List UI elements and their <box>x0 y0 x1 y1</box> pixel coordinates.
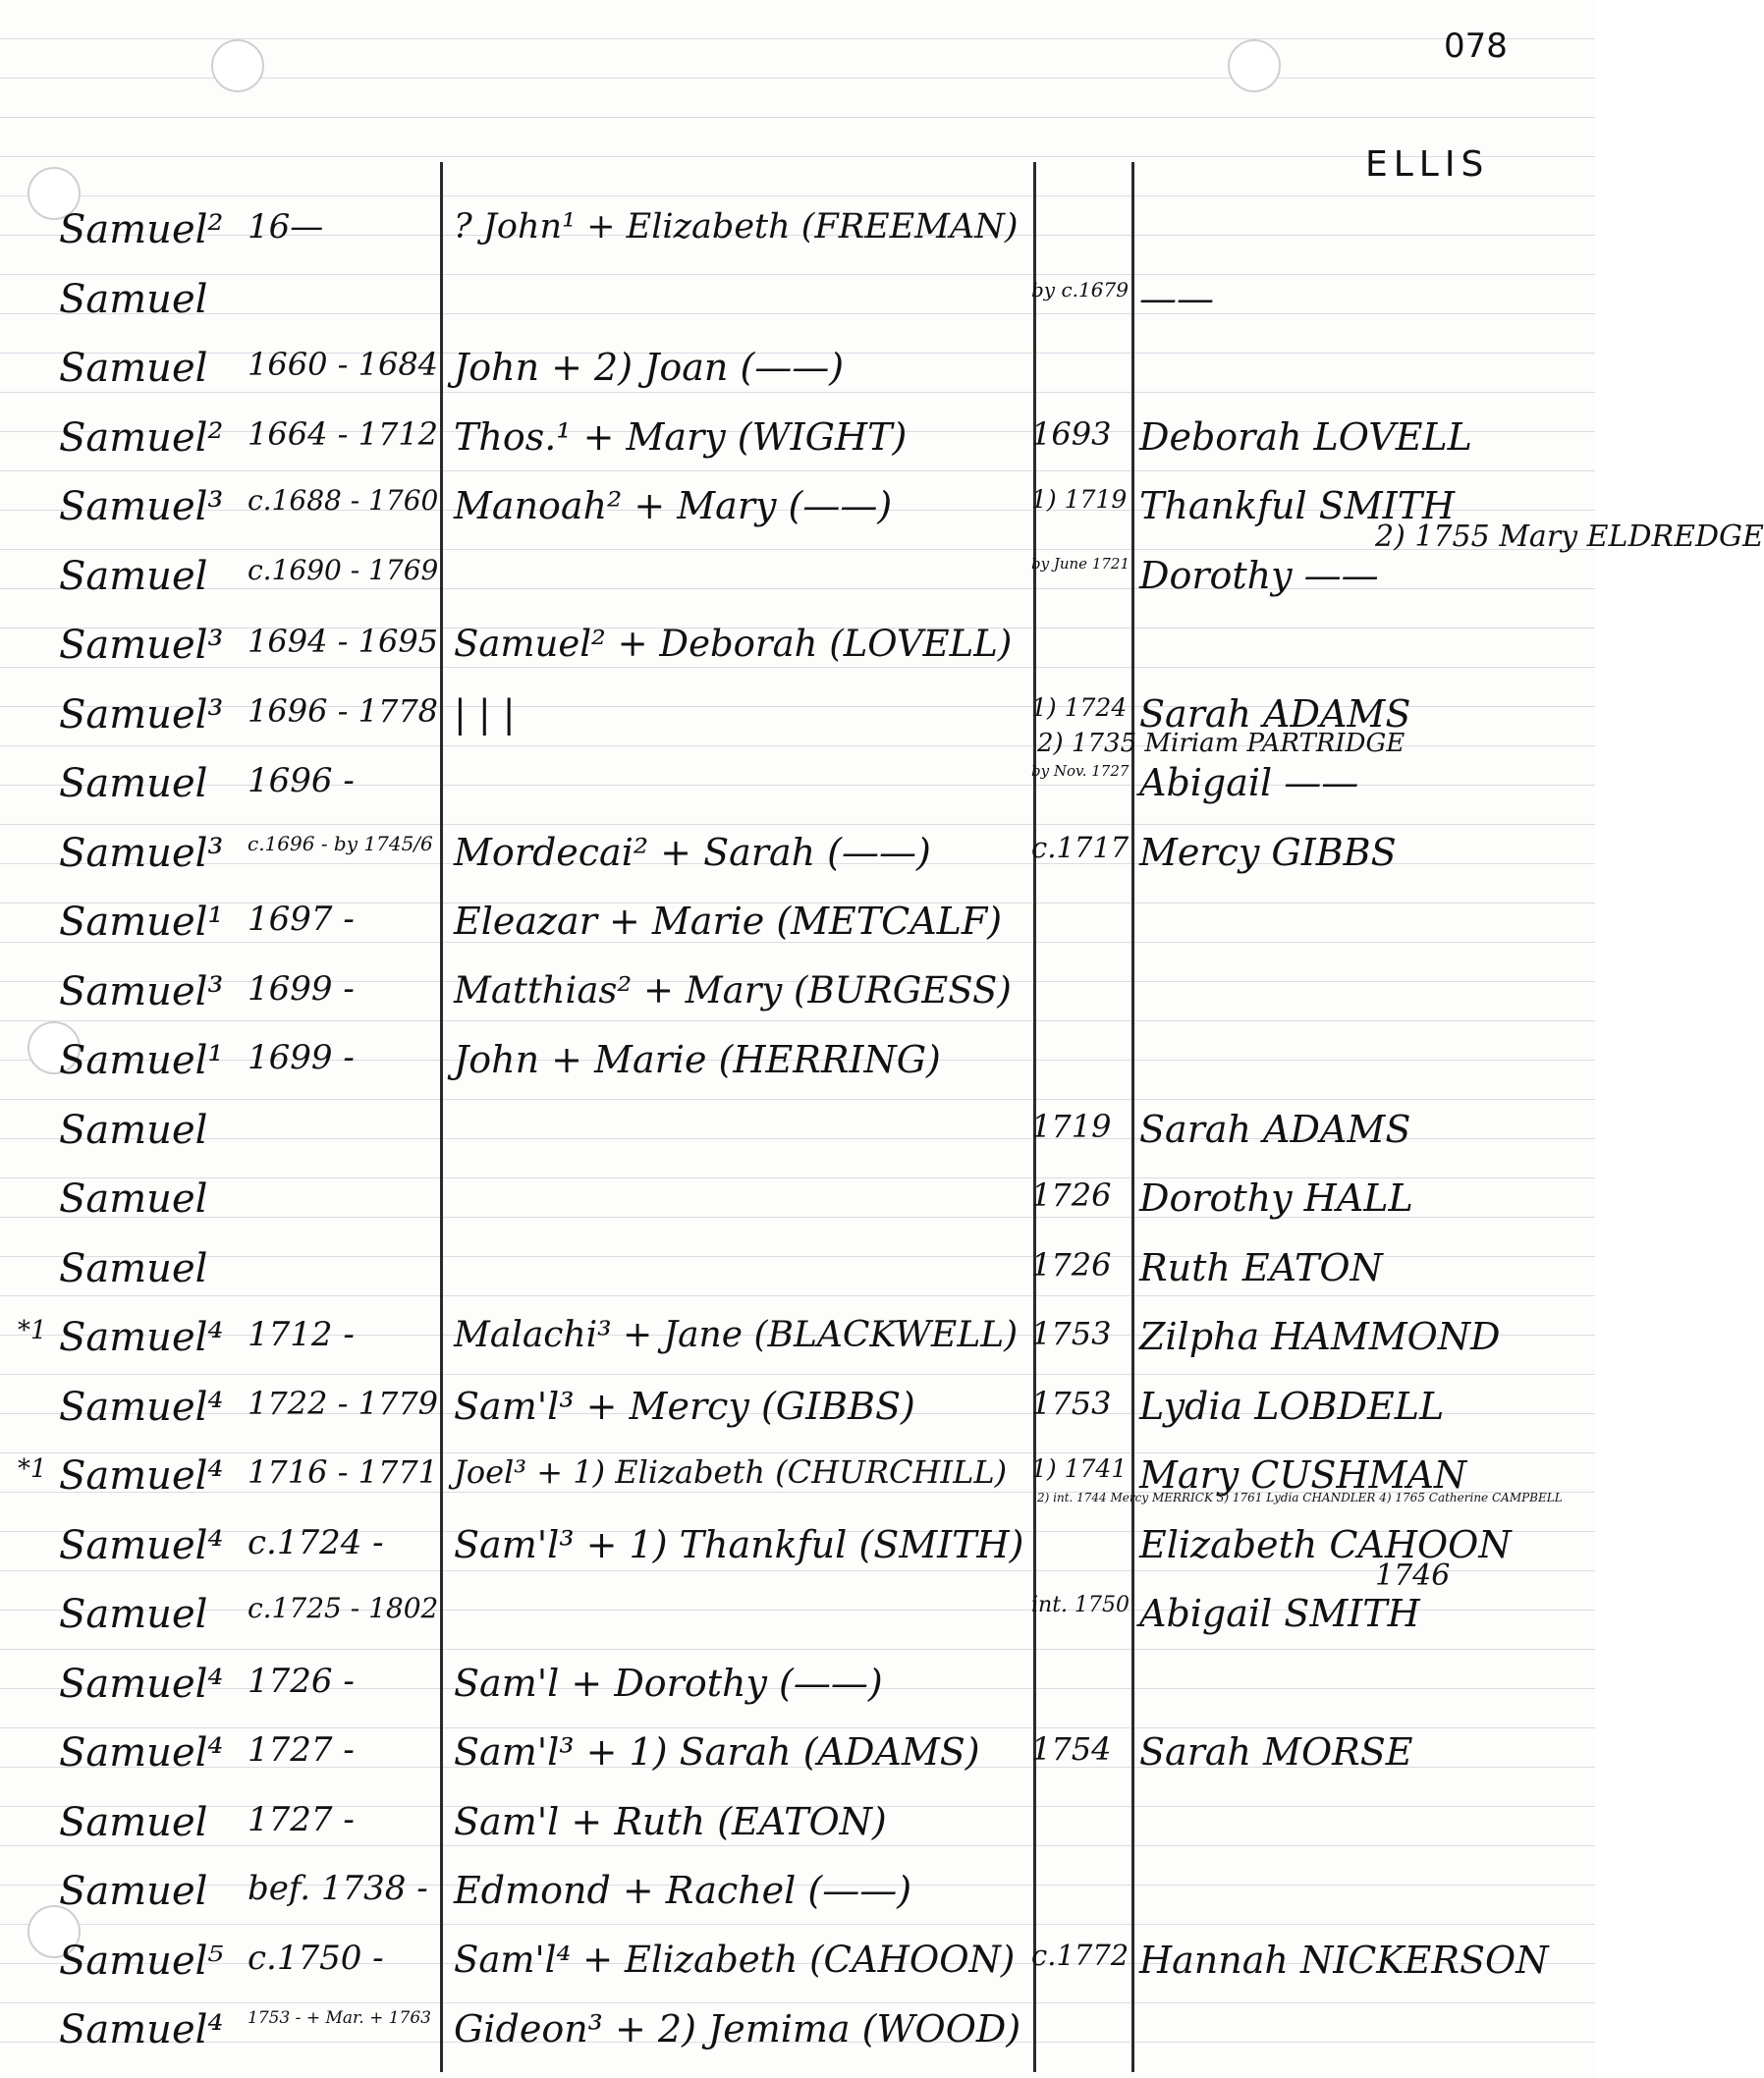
entry-row <box>0 1314 1595 1373</box>
entry-name: Samuel⁴ <box>59 1453 224 1499</box>
entry-parents: Sam'l³ + 1) Thankful (SMITH) <box>454 1522 1024 1566</box>
surname-heading: ELLIS <box>1365 144 1490 185</box>
entry-row <box>0 1799 1595 1858</box>
entry-name: Samuel³ <box>59 968 224 1014</box>
entry-row <box>0 1245 1595 1304</box>
entry-marriage-date: 1726 <box>1031 1176 1112 1214</box>
entry-dates: 1696 - 1778 <box>248 691 439 730</box>
entry-spouse: Hannah NICKERSON <box>1139 1938 1549 1982</box>
entry-dates: 1699 - <box>248 1038 355 1077</box>
entry-spouse: Thankful SMITH <box>1139 484 1456 527</box>
entry-dates: 1696 - <box>248 761 355 800</box>
entry-parents: Thos.¹ + Mary (WIGHT) <box>454 414 908 459</box>
entry-row <box>0 1522 1595 1593</box>
entry-spouse: Elizabeth CAHOON <box>1139 1522 1512 1566</box>
entry-name: Samuel <box>59 1869 208 1914</box>
entry-name: Samuel <box>59 761 208 806</box>
entry-row <box>0 1384 1595 1443</box>
entry-name: Samuel <box>59 276 208 322</box>
entry-marriage-date: by Nov. 1727 <box>1031 762 1130 780</box>
entry-dates: 1694 - 1695 <box>248 623 439 660</box>
entry-parents: Manoah² + Mary (——) <box>454 484 893 527</box>
entry-dates: 1712 - <box>248 1315 355 1354</box>
binder-hole-top-left <box>211 39 264 92</box>
entry-name: Samuel <box>59 1245 208 1291</box>
entry-name: Samuel¹ <box>59 900 224 945</box>
entry-parents: Malachi³ + Jane (BLACKWELL) <box>454 1315 1019 1355</box>
entry-row <box>0 1107 1595 1166</box>
entry-name: Samuel³ <box>59 691 224 738</box>
entry-spouse: Lydia LOBDELL <box>1139 1384 1445 1428</box>
entry-parents: Eleazar + Marie (METCALF) <box>454 900 1003 943</box>
entry-row <box>0 1591 1595 1650</box>
entry-row <box>0 968 1595 1027</box>
entry-row <box>0 553 1595 612</box>
entry-parents: Gideon³ + 2) Jemima (WOOD) <box>454 2007 1021 2051</box>
entry-dates: 1722 - 1779 <box>248 1384 439 1422</box>
entry-dates: c.1696 - by 1745/6 <box>248 831 433 855</box>
entry-extra-note: 2) int. 1744 Mercy MERRICK 3) 1761 Lydia CHANDLER 4) 1765 Catherine CAMPBELL <box>1037 1491 1563 1504</box>
entry-parents: ? John¹ + Elizabeth (FREEMAN) <box>454 207 1019 246</box>
binder-hole-top-right <box>1228 39 1281 92</box>
entry-row <box>0 899 1595 957</box>
entry-dates: 1753 - + Mar. + 1763 <box>248 2008 431 2028</box>
entry-marriage-date: 1753 <box>1031 1384 1112 1422</box>
entry-spouse: Mercy GIBBS <box>1139 830 1397 874</box>
entry-name: Samuel <box>59 1592 208 1637</box>
entry-row <box>0 1037 1595 1096</box>
entry-marriage-date: c.1772 <box>1031 1938 1130 1972</box>
entry-marker: *1 <box>18 1454 47 1484</box>
entry-extra-note: 2) 1755 Mary ELDREDGE <box>1375 520 1764 554</box>
entry-dates: bef. 1738 - <box>248 1869 428 1908</box>
entry-parents: John + 2) Joan (——) <box>454 346 845 389</box>
entry-row <box>0 1452 1595 1511</box>
entry-parents: Mordecai² + Sarah (——) <box>454 830 931 874</box>
entry-row <box>0 691 1595 758</box>
entry-name: Samuel⁴ <box>59 1522 224 1568</box>
entry-name: Samuel <box>59 1799 208 1845</box>
entry-name: Samuel <box>59 553 208 599</box>
entry-name: Samuel³ <box>59 623 224 668</box>
entry-dates: 1716 - 1771 <box>248 1453 439 1491</box>
entry-marriage-date: 1753 <box>1031 1315 1112 1352</box>
entry-parents: Samuel² + Deborah (LOVELL) <box>454 623 1013 665</box>
entry-row <box>0 760 1595 819</box>
entry-name: Samuel⁵ <box>59 1938 224 1984</box>
entry-name: Samuel² <box>59 207 224 252</box>
entry-spouse: Abigail —— <box>1139 761 1359 804</box>
entry-dates: c.1725 - 1802 <box>248 1592 439 1624</box>
entry-parents: Matthias² + Mary (BURGESS) <box>454 968 1012 1012</box>
entry-marriage-date: c.1717 <box>1031 830 1130 864</box>
entry-marriage-date: 1) 1724 <box>1031 692 1128 722</box>
entry-name: Samuel⁴ <box>59 1384 224 1430</box>
entry-name: Samuel⁴ <box>59 1661 224 1707</box>
entry-dates: 1664 - 1712 <box>248 414 439 453</box>
entry-dates: 1660 - 1684 <box>248 346 439 383</box>
entry-spouse: Mary CUSHMAN <box>1139 1453 1467 1497</box>
entry-row <box>0 483 1764 554</box>
entry-dates: c.1690 - 1769 <box>248 553 439 586</box>
entry-row <box>0 1868 1595 1927</box>
entry-spouse: Zilpha HAMMOND <box>1139 1315 1501 1358</box>
entry-row <box>0 622 1595 681</box>
entry-spouse: Dorothy HALL <box>1139 1176 1413 1220</box>
entry-dates: 1697 - <box>248 900 355 939</box>
entry-dates: 1726 - <box>248 1661 355 1701</box>
entry-parents: Sam'l³ + 1) Sarah (ADAMS) <box>454 1730 980 1774</box>
entry-parents: John + Marie (HERRING) <box>454 1038 941 1081</box>
entry-extra-note: 2) 1735 Miriam PARTRIDGE <box>1037 728 1406 758</box>
entry-marriage-date: by c.1679 <box>1031 277 1129 301</box>
entry-marriage-date: 1754 <box>1031 1730 1112 1768</box>
entry-row <box>0 2006 1595 2065</box>
entry-spouse: Abigail SMITH <box>1139 1592 1420 1635</box>
entry-row <box>0 206 1595 265</box>
entry-spouse: Sarah ADAMS <box>1139 1107 1411 1151</box>
entry-name: Samuel⁴ <box>59 2007 224 2052</box>
entry-marriage-date: by June 1721 <box>1031 554 1130 573</box>
entry-marriage-date: 1) 1741 <box>1031 1454 1128 1483</box>
entry-parents: Edmond + Rachel (——) <box>454 1869 912 1912</box>
entry-spouse: Sarah ADAMS <box>1139 691 1411 736</box>
entry-name: Samuel¹ <box>59 1038 224 1083</box>
entry-name: Samuel <box>59 1107 208 1153</box>
entry-parents: Joel³ + 1) Elizabeth (CHURCHILL) <box>454 1453 1008 1491</box>
entry-marriage-date: 1726 <box>1031 1245 1112 1284</box>
entry-name: Samuel⁴ <box>59 1315 224 1360</box>
entry-parents: Sam'l + Ruth (EATON) <box>454 1799 887 1843</box>
entry-name: Samuel³ <box>59 484 224 529</box>
entry-parents: Sam'l⁴ + Elizabeth (CAHOON) <box>454 1938 1016 1981</box>
entry-spouse: —— <box>1139 276 1214 320</box>
entry-row <box>0 1729 1595 1788</box>
entry-marriage-date: int. 1750 <box>1031 1593 1130 1617</box>
entry-row <box>0 276 1595 335</box>
entry-name: Samuel³ <box>59 830 224 876</box>
entry-spouse: Sarah MORSE <box>1139 1730 1413 1774</box>
entry-row <box>0 830 1595 889</box>
entry-name: Samuel² <box>59 414 224 461</box>
entry-row <box>0 1661 1595 1720</box>
entry-dates: c.1724 - <box>248 1522 384 1562</box>
entry-name: Samuel <box>59 346 208 391</box>
entry-row <box>0 1938 1595 1996</box>
entry-parents: Sam'l + Dorothy (——) <box>454 1661 883 1705</box>
entry-name: Samuel⁴ <box>59 1730 224 1776</box>
entry-extra-note: 1746 <box>1375 1558 1451 1593</box>
entry-dates: 1727 - <box>248 1730 355 1770</box>
page-number: 078 <box>1444 27 1508 66</box>
entry-dates: c.1750 - <box>248 1938 384 1978</box>
entry-marriage-date: 1693 <box>1031 414 1112 453</box>
entry-dates: 16— <box>248 207 324 246</box>
entry-parents: | | | <box>454 691 516 736</box>
entry-marriage-date: 1) 1719 <box>1031 485 1128 514</box>
entry-marker: *1 <box>18 1316 47 1345</box>
entry-spouse: Ruth EATON <box>1139 1245 1383 1289</box>
entry-row <box>0 345 1595 404</box>
entry-dates: 1727 - <box>248 1799 355 1839</box>
entry-dates: c.1688 - 1760 <box>248 484 439 517</box>
entry-spouse: Dorothy —— <box>1139 553 1379 597</box>
entry-dates: 1699 - <box>248 968 355 1009</box>
entry-marriage-date: 1719 <box>1031 1107 1112 1145</box>
entry-parents: Sam'l³ + Mercy (GIBBS) <box>454 1384 915 1428</box>
entry-row <box>0 1176 1595 1234</box>
entry-spouse: Deborah LOVELL <box>1139 414 1472 459</box>
entry-name: Samuel <box>59 1176 208 1222</box>
entry-row <box>0 414 1595 473</box>
